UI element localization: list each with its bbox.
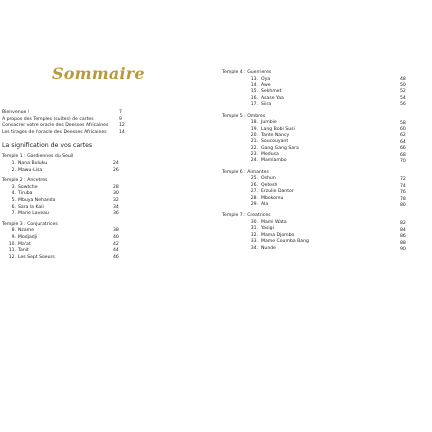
- toc-label: Consacrer votre oracle des Deesses Africaines: [2, 123, 109, 129]
- toc-page-number: 82: [400, 221, 406, 227]
- toc-entry[interactable]: [2, 110, 132, 117]
- card-number: 32.: [250, 232, 258, 238]
- card-number: 18.: [250, 120, 258, 126]
- card-number: 15.: [250, 89, 258, 95]
- toc-page-number: 90: [400, 246, 406, 252]
- card-number: 3.: [11, 184, 16, 190]
- toc-page-number: 58: [400, 120, 406, 126]
- card-name: Nana Buluku: [18, 160, 48, 166]
- toc-page-number: 78: [400, 196, 406, 202]
- toc-label: Bienvenue !: [2, 110, 30, 115]
- card-number: 33.: [250, 239, 258, 245]
- card-name: Gang Gang Sara: [261, 145, 299, 151]
- card-name: Mbuya Nehanda: [18, 197, 56, 203]
- card-number: 30.: [250, 220, 258, 226]
- temple-heading: Temple 2 : Ancetres: [2, 178, 48, 184]
- card-name: Sara la Kali: [18, 204, 44, 210]
- card-name: Nzame: [18, 228, 34, 234]
- toc-entry[interactable]: [2, 191, 132, 198]
- card-number: 24.: [250, 158, 258, 164]
- card-name: Oya: [261, 76, 271, 82]
- toc-entry[interactable]: [2, 211, 132, 218]
- card-name: Nunde: [261, 245, 277, 251]
- toc-entry[interactable]: [2, 168, 132, 175]
- card-number: 6.: [11, 204, 16, 210]
- page-number-column: [400, 221, 430, 253]
- card-number: 22.: [250, 145, 258, 151]
- card-name: Siira: [261, 102, 272, 108]
- page-number-column: [400, 121, 430, 166]
- card-number: 20.: [250, 132, 258, 138]
- page-number-column: [400, 77, 430, 109]
- card-name: Tante Nancy: [261, 132, 290, 138]
- toc-page-number: 74: [400, 183, 406, 189]
- toc-entry[interactable]: [2, 123, 132, 130]
- page-title: Sommaire: [52, 64, 145, 83]
- card-name: Sowtche: [18, 184, 38, 190]
- card-name: Tanit: [18, 248, 29, 254]
- card-number: 23.: [250, 152, 258, 158]
- toc-page-number: 26: [113, 167, 119, 173]
- card-name: Soucouyant: [261, 139, 289, 145]
- temple-heading: Temple 1 : Gardiennes du Seuil: [2, 154, 74, 160]
- toc-entry[interactable]: [2, 255, 132, 262]
- temple-heading: Temple 5 : Ombres: [222, 113, 266, 119]
- toc-label: A propos des Temples (suites) de cartes: [2, 116, 94, 122]
- card-number: 17.: [250, 102, 258, 108]
- card-number: 2.: [11, 167, 16, 173]
- card-name: Mami Wata: [261, 220, 287, 226]
- intro-list: [2, 110, 132, 136]
- toc-page-number: 80: [400, 202, 406, 208]
- toc-page-number: 86: [400, 234, 406, 240]
- toc-page-number: 46: [113, 254, 119, 260]
- toc-entry[interactable]: [2, 161, 132, 168]
- card-name: Medusa: [261, 152, 279, 158]
- card-name: Awe: [261, 82, 271, 88]
- toc-page-number: 52: [400, 89, 406, 95]
- section-heading: La signification de vos cartes: [2, 142, 93, 150]
- card-name: Mame Coumba Bang: [261, 239, 309, 245]
- toc-page-number: 66: [400, 146, 406, 152]
- toc-entry[interactable]: [2, 228, 132, 235]
- toc-page-number: 42: [113, 241, 119, 247]
- card-name: Tiruba: [18, 191, 33, 197]
- page-number-column: [400, 177, 430, 209]
- card-number: 8.: [11, 228, 16, 234]
- card-number: 7.: [11, 211, 16, 217]
- toc-page-number: 68: [400, 152, 406, 158]
- toc-page-number: 72: [400, 177, 406, 183]
- temple-heading: Temple 4 : Guerrieres: [222, 70, 272, 75]
- toc-label: Les tirages de l'oracle des Deesses Africaines: [2, 129, 107, 135]
- toc-page-number: 44: [113, 248, 119, 254]
- toc-page-number: 28: [113, 184, 119, 190]
- toc-page-number: 50: [400, 82, 406, 88]
- card-name: Mamlambo: [261, 158, 287, 164]
- toc-page-number: 32: [113, 197, 119, 203]
- toc-page-number: 36: [113, 211, 119, 217]
- toc-page-number: 12: [119, 123, 125, 129]
- toc-page-number: 14: [119, 129, 125, 135]
- card-number: 21.: [250, 139, 258, 145]
- toc-page-number: 84: [400, 227, 406, 233]
- card-name: Yasigi: [261, 226, 274, 232]
- left-column: [2, 66, 132, 261]
- toc-page-number: 76: [400, 190, 406, 196]
- card-name: Mawu-Lisa: [18, 167, 43, 173]
- card-name: Mama Djombo: [261, 232, 295, 238]
- toc-page-number: 70: [400, 158, 406, 164]
- card-number: 19.: [250, 126, 258, 132]
- card-name: Les Sept Soeurs: [18, 254, 55, 260]
- toc-page-number: 54: [400, 95, 406, 101]
- card-name: Lang Bobi Susi: [261, 126, 295, 132]
- toc-page-number: 60: [400, 126, 406, 132]
- card-name: Sekhmet: [261, 89, 282, 95]
- toc-entry[interactable]: [2, 235, 132, 242]
- card-name: Asase Yaa: [261, 95, 284, 101]
- card-name: Qetesh: [261, 182, 278, 188]
- toc-page-number: 64: [400, 139, 406, 145]
- card-number: 27.: [250, 189, 258, 195]
- toc-page-number: 48: [400, 76, 406, 82]
- card-name: Ala: [261, 202, 269, 208]
- card-number: 14.: [250, 82, 258, 88]
- card-number: 9.: [11, 234, 16, 240]
- toc-page-number: 88: [400, 240, 406, 246]
- card-name: Jumbie: [261, 120, 277, 126]
- temple-heading: Temple 3 : Conjuratrices: [2, 221, 58, 227]
- temple-heading: Temple 6 : Aimantes: [222, 169, 269, 175]
- toc-page-number: 34: [113, 204, 119, 210]
- card-number: 31.: [250, 226, 258, 232]
- card-name: Mbokomu: [261, 195, 284, 201]
- card-number: 10.: [8, 241, 16, 247]
- card-number: 16.: [250, 95, 258, 101]
- card-number: 11.: [8, 248, 16, 254]
- card-number: 26.: [250, 182, 258, 188]
- card-name: Marie Laveau: [18, 211, 49, 217]
- toc-entry[interactable]: [2, 198, 132, 205]
- toc-page-number: 9: [119, 116, 122, 122]
- toc-page-number: 7: [119, 110, 122, 115]
- card-number: 5.: [11, 197, 16, 203]
- toc-page-number: 24: [113, 160, 119, 166]
- toc-page-number: 38: [113, 228, 119, 234]
- toc-page-number: 40: [113, 234, 119, 240]
- card-name: Oshun: [261, 176, 276, 182]
- temple-heading: Temple 7 : Creatrices: [222, 213, 271, 219]
- toc-page-number: 62: [400, 133, 406, 139]
- card-number: 29.: [250, 202, 258, 208]
- card-number: 4.: [11, 191, 16, 197]
- card-number: 13.: [250, 76, 258, 82]
- card-number: 1.: [11, 160, 16, 166]
- card-name: Erzulie Dantor: [261, 189, 294, 195]
- toc-page-number: 56: [400, 102, 406, 108]
- card-name: Ma'at: [18, 241, 31, 247]
- card-number: 28.: [250, 195, 258, 201]
- card-name: Modjadji: [18, 234, 38, 240]
- toc-entry[interactable]: [2, 130, 132, 137]
- card-number: 34.: [250, 245, 258, 251]
- toc-page-number: 30: [113, 191, 119, 197]
- card-number: 25.: [250, 176, 258, 182]
- card-number: 12.: [8, 254, 16, 260]
- toc-entry[interactable]: [2, 248, 132, 255]
